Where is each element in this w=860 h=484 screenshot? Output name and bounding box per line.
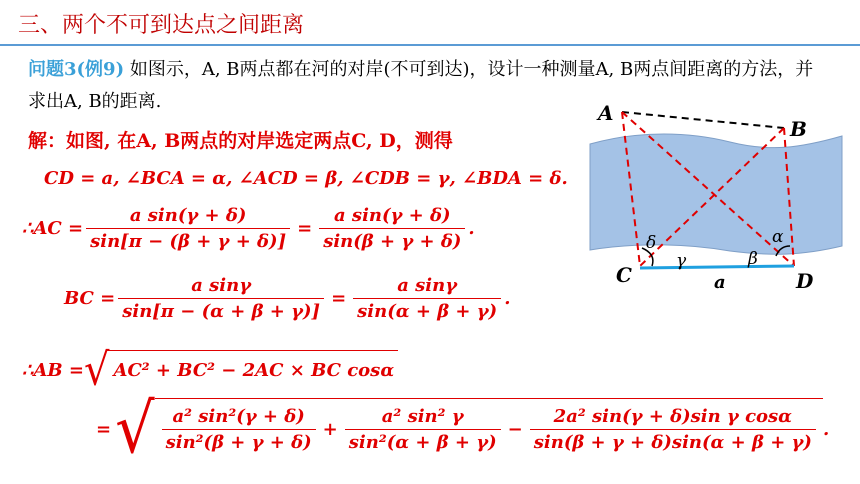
ac-frac1-denominator: sin[π − (β + γ + δ)]: [86, 228, 290, 252]
bc-fraction-2: [353, 275, 501, 322]
bc-frac1-numerator: a sinγ: [191, 275, 252, 296]
bc-frac2-numerator: a sinγ: [397, 275, 458, 296]
term1-numerator: a² sin²(γ + δ): [172, 406, 305, 427]
ac-formula: [22, 205, 475, 252]
title-divider: [0, 44, 860, 46]
side-label-a: a: [714, 272, 726, 293]
equals-sign: =: [331, 288, 347, 309]
term2-denominator: sin²(α + β + γ): [345, 429, 501, 453]
term2-numerator: a² sin² γ: [381, 406, 464, 427]
ab-sqrt: [83, 344, 398, 396]
bc-frac1-denominator: sin[π − (α + β + γ)]: [118, 298, 324, 322]
ab-formula: [22, 344, 398, 396]
ab-radicand: AC² + BC² − 2AC × BC cosα: [109, 350, 398, 390]
period: .: [504, 288, 511, 309]
period: .: [468, 218, 475, 239]
angle-label-gamma: γ: [676, 251, 687, 271]
bc-fraction-1: [118, 275, 324, 322]
angle-label-beta: β: [748, 249, 758, 269]
term-2: [345, 406, 501, 453]
minus-sign: −: [507, 419, 523, 440]
equals-sign: =: [96, 418, 112, 440]
problem-text: 如图示，A, B两点都在河的对岸(不可到达)，设计一种测量A, B两点间距离的方法，并求出A, B的距离.: [28, 59, 814, 112]
point-label-a: A: [598, 101, 614, 125]
term-1: [162, 406, 316, 453]
expanded-sqrt: [115, 388, 823, 469]
angle-label-alpha: α: [772, 227, 784, 247]
ac-fraction-2: [319, 205, 465, 252]
radical-sign: √: [115, 388, 155, 469]
ac-label: ∴AC =: [22, 218, 84, 239]
line-cd: [640, 266, 794, 268]
point-label-c: C: [616, 263, 632, 287]
term3-numerator: 2a² sin(γ + δ)sin γ cosα: [553, 406, 793, 427]
ab-expanded-formula: [92, 388, 830, 469]
point-label-d: D: [796, 269, 814, 293]
point-label-b: B: [790, 117, 807, 141]
term-3: [530, 406, 816, 453]
bc-label: BC =: [64, 288, 116, 309]
ac-frac2-denominator: sin(β + γ + δ): [319, 228, 465, 252]
givens-text: CD = a, ∠BCA = α, ∠ACD = β, ∠CDB = γ, ∠BDA = δ.: [44, 168, 568, 189]
ac-frac2-numerator: a sin(γ + δ): [334, 205, 451, 226]
bc-formula: [64, 275, 510, 322]
expanded-radicand: [155, 398, 823, 460]
term3-denominator: sin(β + γ + δ)sin(α + β + γ): [530, 429, 816, 453]
given-conditions: [44, 168, 568, 189]
angle-label-delta: δ: [646, 233, 657, 253]
period: .: [822, 418, 830, 440]
radical-sign: √: [83, 344, 110, 396]
ac-fraction-1: [86, 205, 290, 252]
river-band: [590, 134, 842, 254]
ab-label: ∴AB =: [22, 359, 84, 381]
bc-frac2-denominator: sin(α + β + γ): [353, 298, 501, 322]
solution-intro: 解：如图, 在A, B两点的对岸选定两点C, D，测得: [28, 130, 453, 152]
river-diagram: [580, 96, 850, 296]
problem-label: 问题3(例9): [28, 59, 125, 80]
section-title: 三、两个不可到达点之间距离: [18, 13, 305, 38]
term1-denominator: sin²(β + γ + δ): [162, 429, 316, 453]
plus-sign: +: [322, 419, 338, 440]
equals-sign: =: [297, 218, 313, 239]
ac-frac1-numerator: a sin(γ + δ): [129, 205, 247, 226]
line-ab: [622, 112, 784, 128]
